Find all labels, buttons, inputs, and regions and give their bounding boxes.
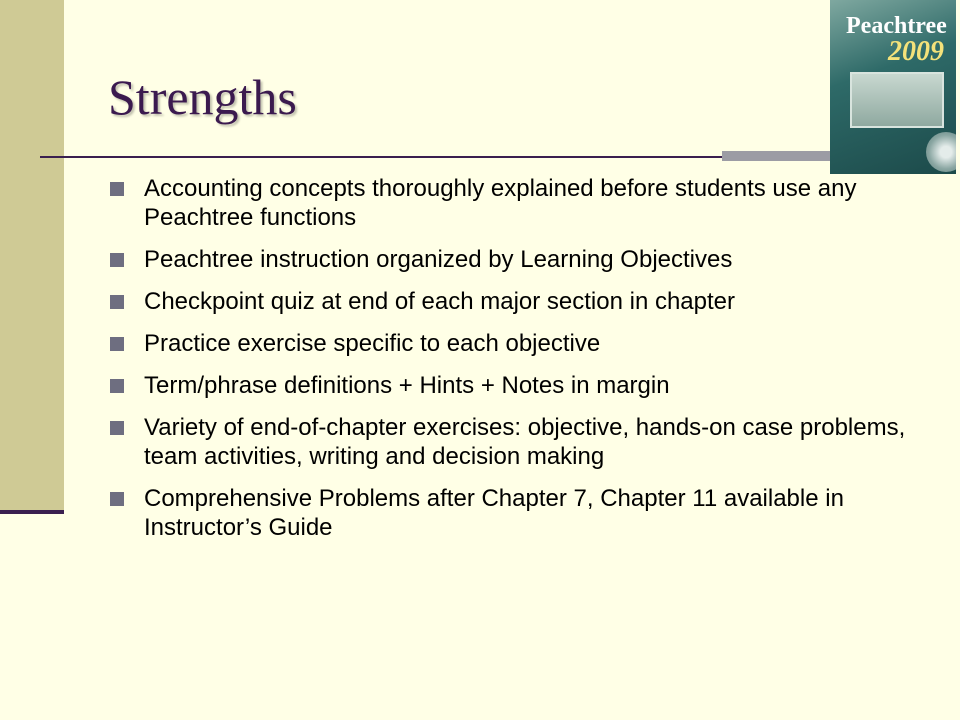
bullet-text: Variety of end-of-chapter exercises: objective, hands-on case problems, team activities, writing and decision making — [144, 414, 906, 470]
bullet-marker-icon — [110, 492, 124, 506]
bullet-text: Term/phrase definitions + Hints + Notes in margin — [144, 372, 670, 399]
bullet-text: Accounting concepts thoroughly explained before students use any Peachtree functions — [144, 175, 857, 231]
slide-title: Strengths — [108, 69, 297, 125]
book-cover-disc-graphic — [926, 132, 956, 172]
bullet-marker-icon — [110, 295, 124, 309]
bullet-item — [110, 371, 910, 400]
book-cover-year: 2009 — [888, 36, 944, 67]
bullet-item — [110, 413, 910, 471]
bullet-item — [110, 287, 910, 316]
title-rule — [40, 156, 722, 158]
bullet-list — [110, 174, 910, 555]
bullet-text: Checkpoint quiz at end of each major section in chapter — [144, 288, 736, 315]
bullet-marker-icon — [110, 421, 124, 435]
left-band-underline — [0, 510, 64, 514]
bullet-item — [110, 174, 910, 232]
title-rule-accent — [722, 151, 830, 161]
book-cover-image — [830, 0, 956, 174]
book-cover-screen-graphic — [850, 72, 944, 128]
bullet-item — [110, 484, 910, 542]
bullet-marker-icon — [110, 253, 124, 267]
book-cover-title: Peachtree — [846, 13, 947, 39]
bullet-item — [110, 329, 910, 358]
bullet-marker-icon — [110, 337, 124, 351]
bullet-marker-icon — [110, 182, 124, 196]
left-decorative-band — [0, 0, 64, 512]
bullet-marker-icon — [110, 379, 124, 393]
bullet-item — [110, 245, 910, 274]
bullet-text: Comprehensive Problems after Chapter 7, Chapter 11 available in Instructor’s Guide — [144, 485, 844, 541]
bullet-text: Peachtree instruction organized by Learning Objectives — [144, 246, 733, 273]
bullet-text: Practice exercise specific to each objective — [144, 330, 601, 357]
